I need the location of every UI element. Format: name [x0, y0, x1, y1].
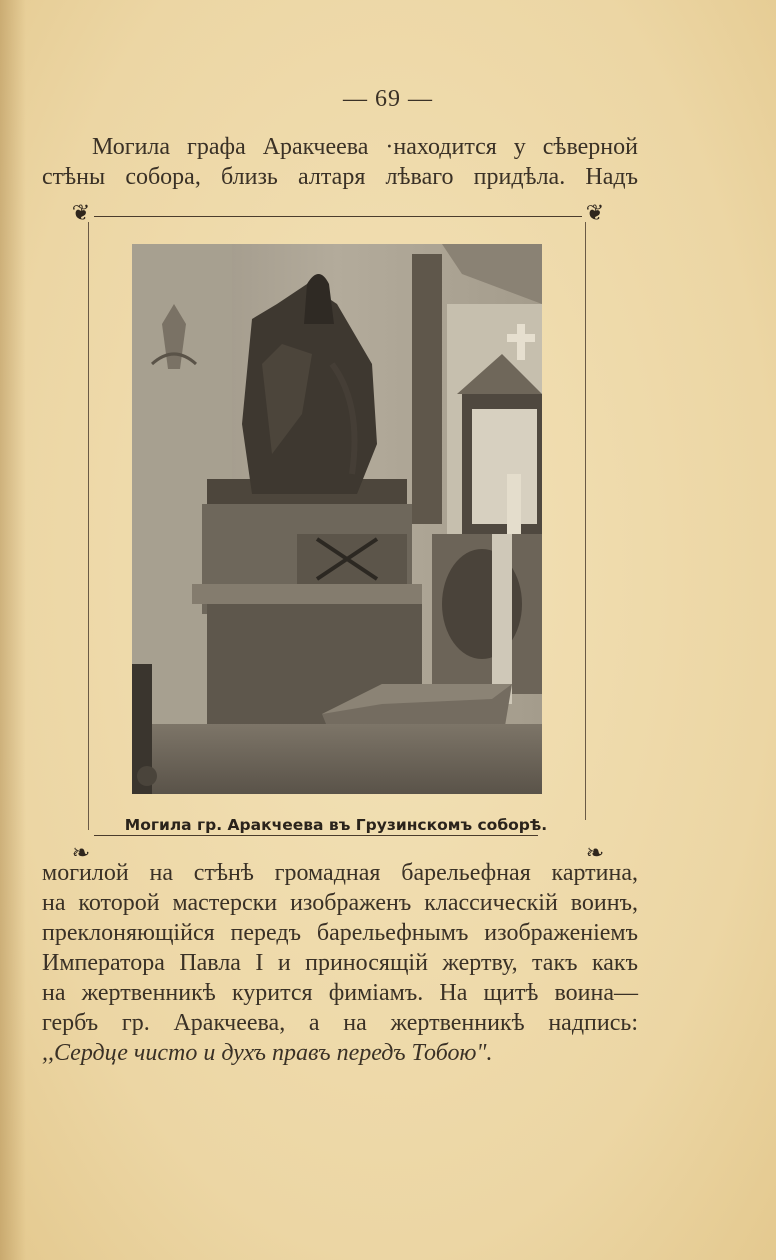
frame-rule-left — [88, 222, 89, 830]
frame-rule-right — [585, 222, 586, 820]
paragraph2-line5: на жертвенникѣ курится фиміамъ. На щитѣ воина— — [42, 980, 638, 1006]
page-spine-shadow — [0, 0, 26, 1260]
figure-frame — [68, 200, 608, 865]
paragraph2-line1: могилой на стѣнѣ громадная барельефная картина, — [42, 860, 638, 886]
paragraph2-line3: преклоняющійся передъ барельефнымъ изображеніемъ — [42, 920, 638, 946]
tomb-photograph — [132, 244, 542, 794]
page-number: — 69 — — [343, 86, 433, 112]
frame-rule-top — [94, 216, 582, 217]
corner-ornament-icon: ❦ — [585, 200, 605, 225]
corner-ornament-icon: ❧ — [585, 840, 605, 865]
paragraph2-line4: Императора Павла I и приносящій жертву, такъ какъ — [42, 950, 638, 976]
frame-rule-bottom — [94, 835, 538, 836]
paragraph2-line7: ,,Сердце чисто и духъ правъ передъ Тобою". — [42, 1040, 493, 1066]
paragraph1-line2: стѣны собора, близь алтаря лѣваго придѣла. Надъ — [42, 164, 638, 190]
corner-ornament-icon: ❦ — [71, 200, 91, 225]
paragraph2-line6: гербъ гр. Аракчеева, а на жертвенникѣ надпись: — [42, 1010, 638, 1036]
corner-ornament-icon: ❧ — [71, 840, 91, 865]
tomb-photograph-illustration — [132, 244, 542, 794]
paragraph1-line1: Могила графа Аракчеева ·находится у сѣверной — [92, 134, 638, 160]
figure-caption: Могила гр. Аракчеева въ Грузинскомъ соборѣ. — [124, 816, 548, 834]
paragraph2-line2: на которой мастерски изображенъ классическій воинъ, — [42, 890, 638, 916]
